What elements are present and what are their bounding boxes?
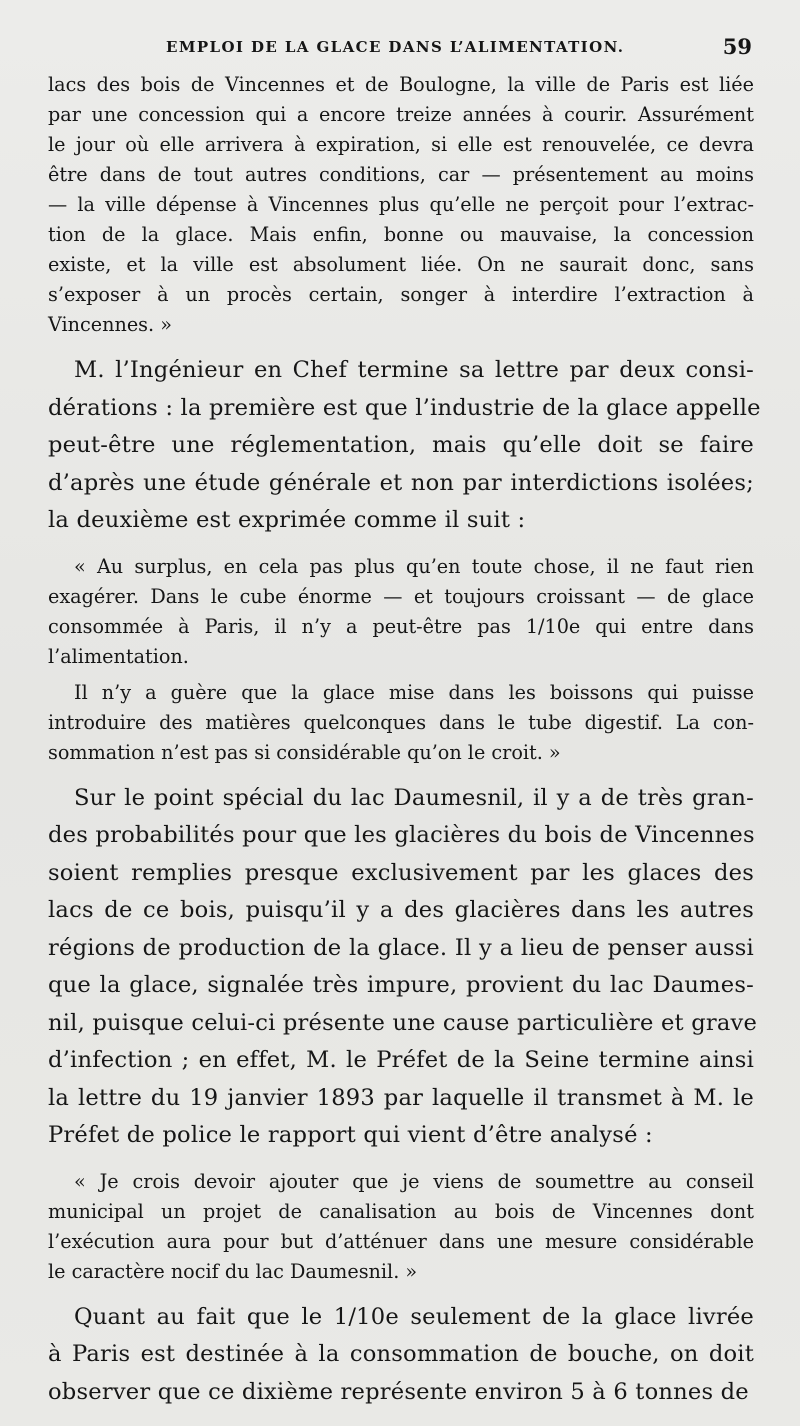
text-line: existe, et la ville est absolument liée. On ne saurait donc, sans [48, 253, 754, 276]
paragraph-gap [48, 540, 754, 552]
text-line: Il n’y a guère que la glace mise dans les boissons qui puisse [74, 680, 754, 704]
page-number: 59 [722, 34, 752, 59]
text-line: nil, puisque celui-ci présente une cause particulière et grave [48, 1009, 758, 1036]
text-line: Préfet de police le rapport qui vient d’être analysé : [48, 1122, 653, 1148]
text-line: l’exécution aura pour but d’atténuer dans une mesure considérable [48, 1229, 754, 1253]
text-line: — la ville dépense à Vincennes plus qu’elle ne perçoit pour l’extrac- [48, 193, 754, 216]
paragraph-gap [48, 1287, 754, 1299]
text-line: tion de la glace. Mais enfin, bonne ou mauvaise, la concession [48, 223, 754, 246]
text-line: M. l’Ingénieur en Chef termine sa lettre par deux consi- [74, 357, 754, 383]
text-line: la lettre du 19 janvier 1893 par laquelle il transmet à M. le [48, 1084, 754, 1111]
paragraph-gap [48, 340, 754, 352]
text-line: exagérer. Dans le cube énorme — et toujours croissant — de glace [48, 584, 754, 608]
text-line: dérations : la première est que l’industrie de la glace appelle [48, 394, 761, 421]
page-body [48, 70, 761, 1411]
quoted-paragraph [48, 1167, 754, 1287]
text-line: « Au surplus, en cela pas plus qu’en toute chose, il ne faut rien [74, 554, 754, 578]
text-line: être dans de tout autres conditions, car — présentement au moins [48, 163, 754, 186]
text-line: lacs des bois de Vincennes et de Boulogne, la ville de Paris est liée [48, 73, 754, 96]
text-line: Sur le point spécial du lac Daumesnil, il y a de très gran- [74, 784, 754, 811]
text-line: à Paris est destinée à la consommation de bouche, on doit [48, 1341, 754, 1367]
paragraph-gap [48, 1155, 754, 1167]
body-paragraph [48, 352, 761, 540]
text-line: que la glace, signalée très impure, provient du lac Daumes- [48, 972, 754, 998]
quoted-paragraph [48, 70, 754, 340]
text-line: des probabilités pour que les glacières du bois de Vincennes [48, 822, 755, 848]
text-line: consommée à Paris, il n’y a peut-être pas 1/10e qui entre dans [48, 614, 754, 638]
paragraph-gap [48, 768, 754, 780]
text-line: lacs de ce bois, puisqu’il y a des glacières dans les autres [48, 897, 754, 923]
text-line: introduire des matières quelconques dans le tube digestif. La con- [48, 710, 754, 734]
text-line: le caractère nocif du lac Daumesnil. » [48, 1259, 418, 1283]
text-line: observer que ce dixième représente environ 5 à 6 tonnes de [48, 1378, 749, 1405]
text-line: « Je crois devoir ajouter que je viens de soumettre au conseil [74, 1169, 754, 1193]
text-line: sommation n’est pas si considérable qu’on le croit. » [48, 740, 561, 764]
text-line: Quant au fait que le 1/10e seulement de la glace livrée [74, 1303, 754, 1330]
quoted-paragraph [48, 552, 754, 672]
text-line: Vincennes. » [48, 313, 172, 336]
quoted-paragraph [48, 678, 754, 768]
text-line: le jour où elle arrivera à expiration, si elle est renouvelée, ce devra [48, 133, 754, 156]
text-line: d’après une étude générale et non par interdictions isolées; [48, 469, 754, 496]
text-line: régions de production de la glace. Il y a lieu de penser aussi [48, 934, 754, 961]
running-head: EMPLOI DE LA GLACE DANS L’ALIMENTATION. [166, 38, 625, 56]
text-line: l’alimentation. [48, 644, 189, 668]
body-paragraph [48, 1299, 754, 1412]
text-line: par une concession qui a encore treize années à courir. Assurément [48, 103, 754, 126]
body-paragraph [48, 780, 758, 1155]
text-line: soient remplies presque exclusivement par les glaces des [48, 859, 754, 886]
text-line: la deuxième est exprimée comme il suit : [48, 507, 526, 533]
text-line: d’infection ; en effet, M. le Préfet de la Seine termine ainsi [48, 1047, 754, 1073]
text-line: peut-être une réglementation, mais qu’elle doit se faire [48, 432, 754, 458]
page-header [48, 30, 754, 70]
text-line: municipal un projet de canalisation au bois de Vincennes dont [48, 1199, 754, 1223]
text-line: s’exposer à un procès certain, songer à interdire l’extraction à [48, 283, 754, 306]
